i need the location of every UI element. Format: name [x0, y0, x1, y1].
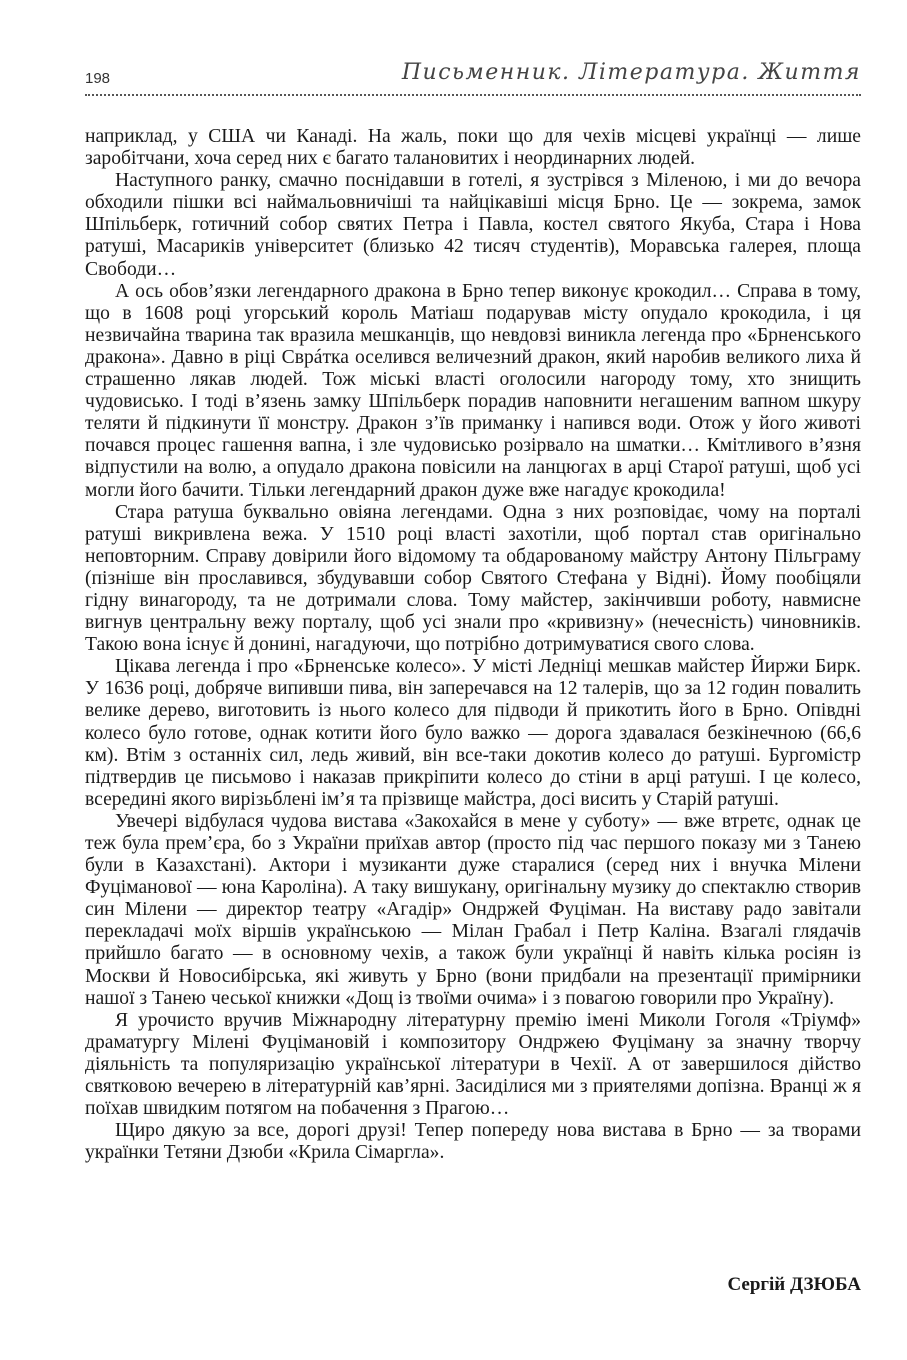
paragraph: Цікава легенда і про «Брненське колесо». У місті Ледніці мешкав майстер Йиржи Бирк. У 1636 році, добряче випивши пива, він заперечався на 12 талерів, що за 12 годин повалить велике дерево, виготовить із нього колесо для підводи й прикотить його в Брно. Опівдні колесо було готове, однак котити його було важко — дорога здавалася безкінечною (66,6 км). Втім з останніх сил, ледь живий, він все-таки докотив колесо до ратуші. Бургомістр підтвердив це письмово і наказав прикріпити колесо до стіни в арці ратуші. І це колесо, всередині якого вирізьблені ім’я та прізвище майстра, досі висить у Старій ратуші. — [85, 656, 861, 810]
paragraph: Стара ратуша буквально овіяна легендами. Одна з них розповідає, чому на порталі ратуші викривлена вежа. У 1510 році власті захотіли, щоб портал став оригінально неповторним. Справу довірили його відомому та обдарованому майстру Антону Пільграму (пізніше він прославився, збудувавши собор Святого Стефана у Відні). Йому пообіцяли гідну винагороду, та не дотримали слова. Тому майстер, закінчивши роботу, навмисне вигнув центральну вежу порталу, щоб усі знали про «кривизну» (нечесність) чиновників. Такою вона існує й донині, нагадуючи, що потрібно дотримуватися свого слова. — [85, 501, 861, 656]
page-number: 198 — [85, 70, 111, 87]
paragraph: Увечері відбулася чудова вистава «Закохайся в мене у суботу» — вже втретє, однак це теж була прем’єра, бо з України приїхав автор (просто під час першого показу ми з Танею були в Казахстані). Актори і музиканти дуже старалися (серед них і внучка Мілени Фуціманової — юна Кароліна). А таку вишукану, оригінальну музику до спектаклю створив син Мілени — директор театру «Агадір» Ондржей Фуціман. На виставу радо завітали перекладачі моїх віршів українською — Мілан Грабал і Петр Каліна. Взагалі глядачів прийшло багато — в основному чехів, а також були українці й навіть кілька росіян із Москви й Новосибірська, які живуть у Брно (вони придбали на презентації примірники нашої з Танею чеської книжки «Дощ із твоїми очима» і з повагою говорили про Україну). — [85, 810, 861, 1009]
article-body — [85, 126, 861, 1164]
author-signature: Сергій ДЗЮБА — [727, 1274, 861, 1295]
header-divider — [85, 94, 861, 96]
running-title: Письменник. Література. Життя — [401, 60, 861, 85]
paragraph: наприклад, у США чи Канаді. На жаль, поки що для чехів місцеві українці — лише заробітчани, хоча серед них є багато талановитих і неординарних людей. — [85, 126, 861, 170]
paragraph: Наступного ранку, смачно поснідавши в готелі, я зустрівся з Міленою, і ми до вечора обходили пішки всі наймальовничіші та найцікавіші місця Брно. Це — зокрема, замок Шпільберк, готичний собор святих Петра і Павла, костел святого Якуба, Стара і Нова ратуші, Масариків університет (близько 42 тисяч студентів), Моравська галерея, площа Свободи… — [85, 170, 861, 280]
paragraph: Я урочисто вручив Міжнародну літературну премію імені Миколи Гоголя «Тріумф» драматургу Мілені Фуцімановій і композитору Ондржею Фуціману за значну творчу діяльність та популяризацію української літератури в Чехії. А от завершилося дійство святковою вечерею в літературній кав’ярні. Засиділися ми з приятелями допізна. Вранці ж я поїхав швидким потягом на побачення з Прагою… — [85, 1009, 861, 1120]
paragraph: Щиро дякую за все, дорогі друзі! Тепер попереду нова вистава в Брно — за творами українки Тетяни Дзюби «Крила Сімаргла». — [85, 1120, 861, 1164]
paragraph: А ось обов’язки легендарного дракона в Брно тепер виконує крокодил… Справа в тому, що в 1608 році угорський король Матіаш подарував місту опудало крокодила, і ця незвичайна тварина так вразила мешканців, що невдовзі виникла легенда про «Брненського дракона». Давно в ріці Сврáтка оселився величезний дракон, який наробив великого лиха й страшенно лякав людей. Тож міські власті оголосили нагороду тому, хто знищить чудовисько. І тоді в’язень замку Шпільберк порадив наповнити негашеним вапном шкуру теляти й підкинути її монстру. Дракон з’їв приманку і напився води. Отож у його животі почався процес гашення вапна, і зле чудовисько розірвало на шматки… Кмітливого в’язня відпустили на волю, а опудало дракона повісили на ланцюгах в арці Старої ратуші, щоб усі могли його бачити. Тільки легендарний дракон дуже вже нагадує крокодила! — [85, 280, 861, 501]
